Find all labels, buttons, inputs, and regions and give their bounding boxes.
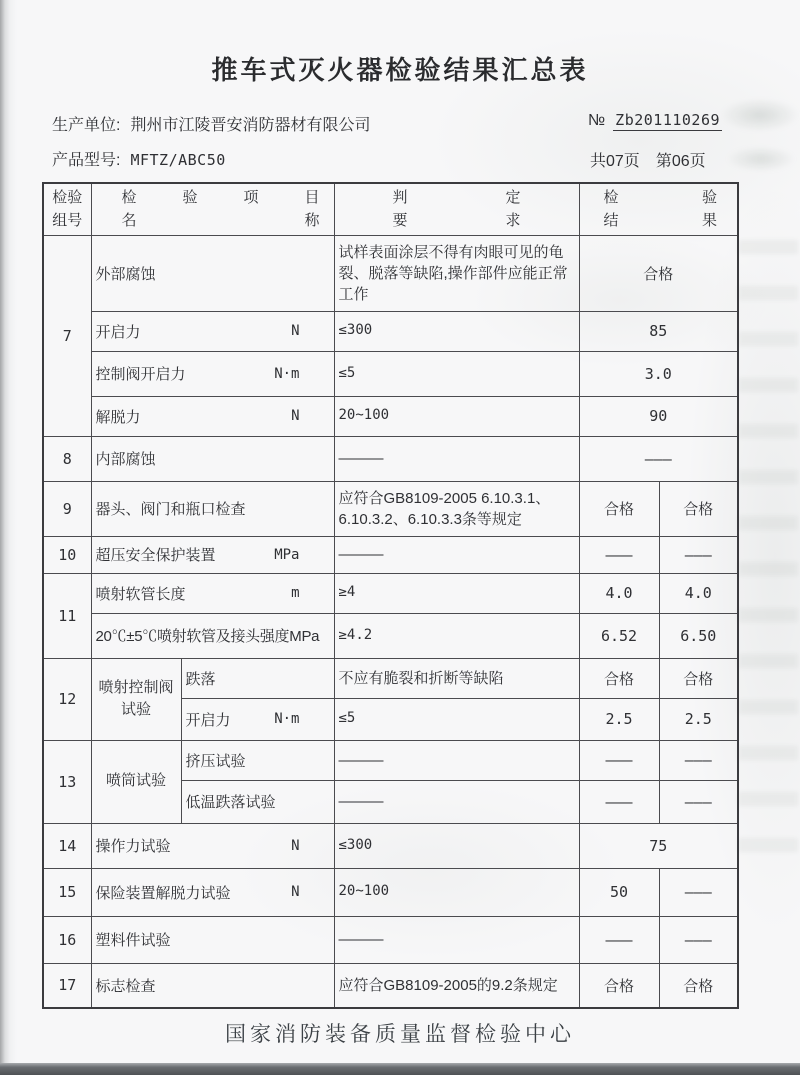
cell-item-name: 低温跌落试验	[181, 780, 334, 823]
model-label: 产品型号:	[52, 152, 121, 169]
page-title: 推车式灭火器检验结果汇总表	[211, 55, 589, 85]
cell-criteria: ≤5	[334, 698, 579, 740]
unit-label: N·m	[274, 711, 300, 727]
cell-category: 喷射控制阀试验	[91, 658, 181, 740]
cell-result-1: 合格	[579, 481, 659, 536]
cell-item-name: 开启力 N·m	[181, 698, 334, 740]
cell-result-1: ———	[579, 536, 659, 573]
inspection-table	[42, 182, 739, 1009]
table-row	[43, 823, 738, 868]
unit-label: N	[291, 323, 300, 339]
model-value: MFTZ/ABC50	[130, 151, 226, 169]
producer-value: 荆州市江陵晋安消防器材有限公司	[130, 117, 371, 134]
cell-result-2: 6.50	[659, 613, 738, 658]
cell-criteria: ———	[334, 436, 579, 481]
cell-group-number: 12	[43, 658, 91, 740]
header-group-col: 检验 组号	[43, 183, 91, 235]
producer-line	[52, 112, 370, 135]
pages-total: 共07页	[590, 153, 640, 170]
cell-item-name: 外部腐蚀	[91, 235, 334, 311]
cell-result: 85	[579, 311, 738, 351]
table-row	[43, 311, 738, 351]
table-row	[43, 436, 738, 481]
table-row	[43, 658, 738, 698]
table-row	[43, 868, 738, 916]
cell-item-name: 操作力试验 N	[91, 823, 334, 868]
numero-symbol: №	[588, 112, 606, 129]
cell-result-2: 合格	[659, 481, 738, 536]
page-indicator	[590, 148, 706, 171]
cell-group-number: 16	[43, 916, 91, 963]
unit-label: MPa	[274, 546, 300, 563]
table-row	[43, 396, 738, 436]
cell-result: 3.0	[579, 351, 738, 396]
bleed-through-smudge	[726, 146, 796, 172]
cell-result-2: ———	[659, 780, 738, 823]
table-row	[43, 613, 738, 658]
cell-result-1: 6.52	[579, 613, 659, 658]
cell-criteria: 20~100	[334, 396, 579, 436]
cell-result-1: ———	[579, 916, 659, 963]
table-row	[43, 536, 738, 573]
cell-result-2: ———	[659, 740, 738, 780]
header-result-col: 检 验 结 果	[579, 183, 738, 235]
unit-label: N	[291, 408, 300, 424]
cell-criteria: 应符合GB8109-2005 6.10.3.1、6.10.3.2、6.10.3.3条等规定	[334, 481, 579, 536]
cell-criteria: 应符合GB8109-2005的9.2条规定	[334, 963, 579, 1008]
bleed-through-smudge	[738, 240, 798, 880]
header-item-col: 检 验 项 目 名 称	[91, 183, 334, 235]
unit-label: N·m	[274, 365, 300, 382]
cell-item-name: 解脱力 N	[91, 396, 334, 436]
cell-result-1: ———	[579, 740, 659, 780]
cell-group-number: 9	[43, 481, 91, 536]
cell-item-name: 内部腐蚀	[91, 436, 334, 481]
cell-item-name: 器头、阀门和瓶口检查	[91, 481, 334, 536]
cell-result-2: ———	[659, 536, 738, 573]
cell-criteria: 20~100	[334, 868, 579, 916]
table-row	[43, 481, 738, 536]
cell-result-2: ———	[659, 916, 738, 963]
cell-criteria: ———	[334, 536, 579, 573]
cell-item-name: 开启力 N	[91, 311, 334, 351]
cell-criteria: ≥4.2	[334, 613, 579, 658]
cell-group-number: 15	[43, 868, 91, 916]
footer-org: 国家消防装备质量监督检验中心	[225, 1023, 575, 1046]
report-number	[588, 111, 722, 130]
unit-label: N	[291, 837, 300, 854]
cell-result-2: 合格	[659, 963, 738, 1008]
table-row	[43, 963, 738, 1008]
cell-group-number: 10	[43, 536, 91, 573]
cell-result-1: 合格	[579, 963, 659, 1008]
cell-group-number: 7	[43, 235, 91, 436]
cell-result: 90	[579, 396, 738, 436]
cell-criteria: ≤300	[334, 823, 579, 868]
cell-criteria: ———	[334, 780, 579, 823]
cell-group-number: 11	[43, 573, 91, 658]
cell-criteria: ≤5	[334, 351, 579, 396]
cell-item-name: 20℃±5℃喷射软管及接头强度MPa	[91, 613, 334, 658]
cell-result-2: 4.0	[659, 573, 738, 613]
bleed-through-smudge	[720, 98, 800, 132]
table-row	[43, 351, 738, 396]
cell-item-name: 挤压试验	[181, 740, 334, 780]
cell-criteria: ———	[334, 916, 579, 963]
cell-item-name: 控制阀开启力 N·m	[91, 351, 334, 396]
model-line	[52, 147, 226, 170]
cell-criteria: ≤300	[334, 311, 579, 351]
cell-item-name: 喷射软管长度 m	[91, 573, 334, 613]
unit-label: m	[291, 585, 300, 601]
cell-result: 75	[579, 823, 738, 868]
cell-result-1: 合格	[579, 658, 659, 698]
cell-item-name: 保险装置解脱力试验 N	[91, 868, 334, 916]
cell-result-2: ———	[659, 868, 738, 916]
cell-result-1: 4.0	[579, 573, 659, 613]
cell-result-1: 50	[579, 868, 659, 916]
cell-result: 合格	[579, 235, 738, 311]
cell-criteria: 不应有脆裂和折断等缺陷	[334, 658, 579, 698]
cell-criteria: ———	[334, 740, 579, 780]
table-row	[43, 916, 738, 963]
producer-label: 生产单位:	[52, 117, 121, 134]
cell-group-number: 8	[43, 436, 91, 481]
scan-edge-band	[0, 1063, 800, 1075]
table-header-row	[43, 183, 738, 235]
page-current: 第06页	[655, 153, 706, 170]
cell-group-number: 17	[43, 963, 91, 1008]
table-row	[43, 235, 738, 311]
cell-result-1: ———	[579, 780, 659, 823]
cell-result: ———	[579, 436, 738, 481]
cell-result-2: 2.5	[659, 698, 738, 740]
cell-criteria: ≥4	[334, 573, 579, 613]
unit-label: N	[291, 884, 300, 900]
header-criteria-col: 判 定 要 求	[334, 183, 579, 235]
cell-item-name: 超压安全保护装置 MPa	[91, 536, 334, 573]
cell-criteria: 试样表面涂层不得有肉眼可见的龟裂、脱落等缺陷,操作部件应能正常工作	[334, 235, 579, 311]
table-row	[43, 740, 738, 780]
cell-result-1: 2.5	[579, 698, 659, 740]
cell-category: 喷筒试验	[91, 740, 181, 823]
cell-group-number: 13	[43, 740, 91, 823]
cell-item-name: 标志检查	[91, 963, 334, 1008]
cell-group-number: 14	[43, 823, 91, 868]
cell-item-name: 塑料件试验	[91, 916, 334, 963]
cell-item-name: 跌落	[181, 658, 334, 698]
report-number-value: Zb201110269	[615, 111, 721, 129]
cell-result-2: 合格	[659, 658, 738, 698]
table-row	[43, 573, 738, 613]
